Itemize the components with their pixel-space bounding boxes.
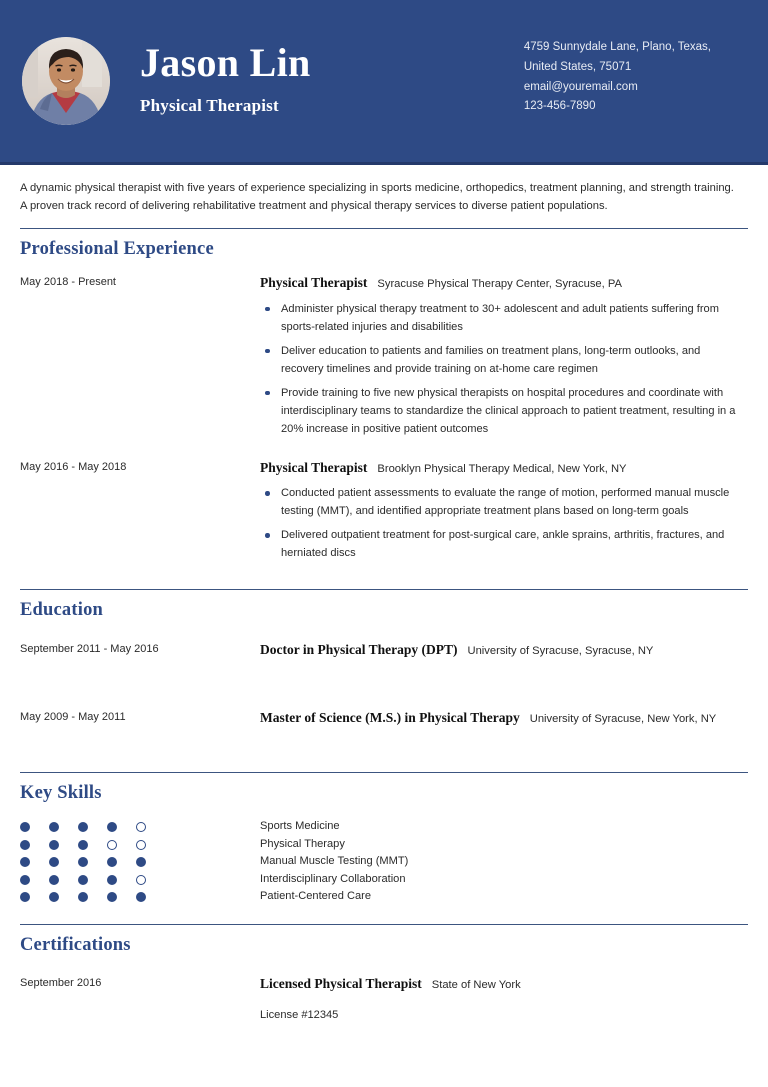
experience-role: Physical Therapist [260,275,368,291]
experience-date: May 2016 - May 2018 [20,460,127,473]
education-entry [20,707,748,729]
skill-rating-row [20,853,260,871]
rating-dot [107,840,117,850]
contact-phone[interactable]: 123-456-7890 [523,100,596,113]
contact-block [524,38,711,117]
experience-date: May 2018 - Present [20,276,116,289]
skills-ratings [20,818,260,906]
name-block [140,42,524,120]
education-entry [20,639,748,661]
contact-address-line1: 4759 Sunnydale Lane, Plano, Texas, [523,41,711,53]
certification-name: Licensed Physical Therapist [260,975,422,991]
skill-label: Manual Muscle Testing (MMT) [260,855,409,868]
section-title-certifications: Certifications [20,934,131,955]
experience-entry [20,272,748,444]
rating-dot [20,840,30,850]
experience-bullets [260,301,736,439]
bullet-item: Conducted patient assessments to evaluate the range of motion, performed manual muscle testing (MMT), and identified appropriate treatment plans based on long-term goals [260,485,736,521]
experience-role: Physical Therapist [260,459,368,475]
rating-dot [20,875,30,885]
rating-dot [107,875,117,885]
skill-label: Physical Therapy [260,837,345,850]
section-title-experience: Professional Experience [20,239,214,260]
professional-summary: A dynamic physical therapist with five years of experience specializing in sports medicine, orthopedics, treatment planning, and strength training. A proven track record of delivering rehabilitative treatment and physical therapy services to diverse patient populations. [20,182,734,213]
section-title-education: Education [20,600,104,621]
skill-rating-row [20,888,260,906]
skills-block [20,818,748,906]
rating-dot [107,857,117,867]
section-divider-experience [20,228,748,229]
bullet-item: Provide training to five new physical therapists on hospital procedures and coordinate with interdisciplinary teams to standardize the clinical approach to patient treatment, resulting in a 20% increase in positive patient outcomes [260,385,736,439]
contact-address-line2: United States, 75071 [523,60,632,73]
education-date: May 2009 - May 2011 [20,710,126,723]
rating-dot [49,875,59,885]
skill-rating-row [20,818,260,836]
education-school: University of Syracuse, New York, NY [529,712,717,725]
rating-dot [136,822,146,832]
profile-photo-icon [22,37,110,125]
skill-rating-row [20,836,260,854]
section-divider-skills [20,772,748,773]
contact-email[interactable]: email@youremail.com [523,80,638,93]
rating-dot [136,857,146,867]
rating-dot [78,840,88,850]
rating-dot [136,840,146,850]
candidate-name: Jason Lin [140,40,311,85]
skill-label: Interdisciplinary Collaboration [260,872,406,885]
rating-dot [78,892,88,902]
certification-issuer: State of New York [431,978,521,991]
resume-header [0,0,768,165]
skills-labels [260,818,748,906]
rating-dot [49,822,59,832]
section-title-skills: Key Skills [20,783,102,804]
rating-dot [20,822,30,832]
experience-bullets [260,485,736,563]
section-divider-education [20,589,748,590]
certification-entry [20,973,748,1022]
skill-rating-row [20,871,260,889]
rating-dot [20,857,30,867]
rating-dot [49,840,59,850]
rating-dot [136,875,146,885]
rating-dot [78,875,88,885]
rating-dot [107,892,117,902]
experience-org: Syracuse Physical Therapy Center, Syracuse, PA [377,278,622,291]
rating-dot [20,892,30,902]
education-date: September 2011 - May 2016 [20,643,159,656]
experience-entry [20,457,748,569]
rating-dot [78,822,88,832]
education-degree: Master of Science (M.S.) in Physical Therapy [260,709,520,725]
resume-body [0,165,768,1021]
rating-dot [78,857,88,867]
experience-org: Brooklyn Physical Therapy Medical, New York, NY [377,462,627,475]
section-divider-certifications [20,924,748,925]
bullet-item: Delivered outpatient treatment for post-surgical care, ankle sprains, arthritis, fractures, and herniated discs [260,527,736,563]
education-degree: Doctor in Physical Therapy (DPT) [260,642,458,658]
certification-detail: License #12345 [260,1009,339,1022]
bullet-item: Administer physical therapy treatment to 30+ adolescent and adult patients suffering from sports-related injuries and disabilities [260,301,736,337]
avatar [22,37,110,125]
bullet-item: Deliver education to patients and families on treatment plans, long-term outlooks, and recovery timelines and provide training on at-home care regimen [260,343,736,379]
education-school: University of Syracuse, Syracuse, NY [467,645,654,658]
skill-label: Patient-Centered Care [260,890,371,903]
skill-label: Sports Medicine [260,820,340,833]
rating-dot [136,892,146,902]
rating-dot [49,857,59,867]
rating-dot [49,892,59,902]
certification-date: September 2016 [20,976,102,989]
candidate-job-title: Physical Therapist [140,96,279,115]
rating-dot [107,822,117,832]
